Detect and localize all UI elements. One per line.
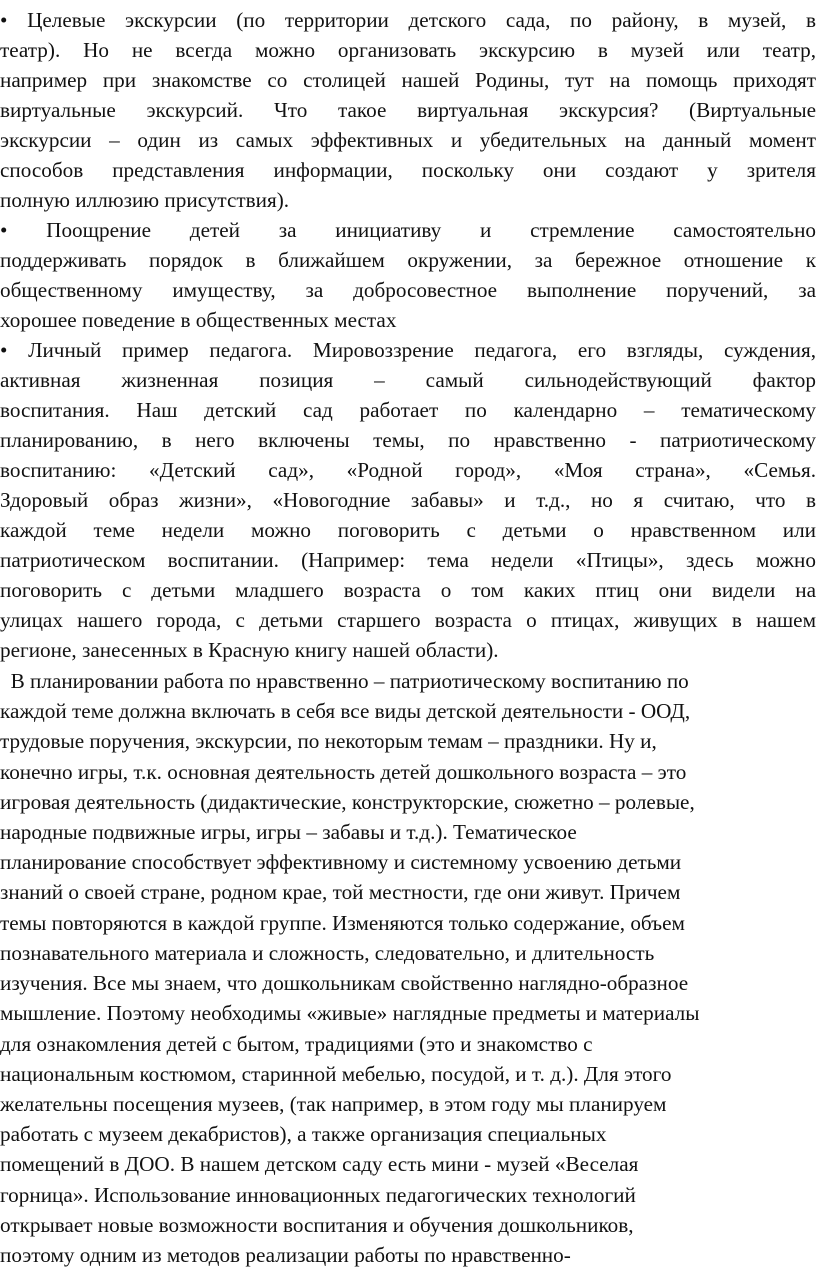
text-line: мышление. Поэтому необходимы «живые» наглядные предметы и материалы: [0, 1001, 700, 1025]
text-line: • Поощрение детей за инициативу и стремление самостоятельно: [0, 218, 816, 242]
text-line: познавательного материала и сложность, следовательно, и длительность: [0, 941, 655, 965]
text-line: способов представления информации, поскольку они создают у зрителя: [0, 158, 816, 182]
text-line: хорошее поведение в общественных местах: [0, 308, 397, 332]
text-line: воспитанию: «Детский сад», «Родной город», «Моя страна», «Семья.: [0, 458, 816, 482]
text-line: трудовые поручения, экскурсии, по некоторым темам – праздники. Ну и,: [0, 729, 657, 753]
text-line: желательны посещения музеев, (так например, в этом году мы планируем: [0, 1092, 667, 1116]
text-line: работать с музеем декабристов), а также организация специальных: [0, 1122, 607, 1146]
text-line: виртуальные экскурсий. Что такое виртуальная экскурсия? (Виртуальные: [0, 98, 816, 122]
text-line: национальным костюмом, старинной мебелью, посудой, и т. д.). Для этого: [0, 1062, 672, 1086]
text-line: знаний о своей стране, родном крае, той местности, где они живут. Причем: [0, 880, 681, 904]
text-line: каждой теме недели можно поговорить с детьми о нравственном или: [0, 518, 816, 542]
text-line: изучения. Все мы знаем, что дошкольникам свойственно наглядно-образное: [0, 971, 689, 995]
text-line: Здоровый образ жизни», «Новогодние забавы» и т.д., но я считаю, что в: [0, 488, 816, 512]
text-line: планированию, в него включены темы, по нравственно - патриотическому: [0, 428, 816, 452]
text-line: народные подвижные игры, игры – забавы и т.д.). Тематическое: [0, 820, 577, 844]
text-line: темы повторяются в каждой группе. Изменяются только содержание, объем: [0, 911, 685, 935]
text-line: полную иллюзию присутствия).: [0, 188, 290, 212]
text-line: игровая деятельность (дидактические, конструкторские, сюжетно – ролевые,: [0, 790, 695, 814]
text-line: • Личный пример педагога. Мировоззрение педагога, его взгляды, суждения,: [0, 338, 816, 362]
text-line: помещений в ДОО. В нашем детском саду есть мини - музей «Веселая: [0, 1152, 639, 1176]
text-line: регионе, занесенных в Красную книгу нашей области).: [0, 638, 499, 662]
text-line: воспитания. Наш детский сад работает по календарно – тематическому: [0, 398, 816, 422]
text-line: конечно игры, т.к. основная деятельность детей дошкольного возраста – это: [0, 760, 687, 784]
text-line: поговорить с детьми младшего возраста о том каких птиц они видели на: [0, 578, 816, 602]
text-line: например при знакомстве со столицей нашей Родины, тут на помощь приходят: [0, 68, 816, 92]
text-line: планирование способствует эффективному и системному усвоению детьми: [0, 850, 682, 874]
text-line: горница». Использование инновационных педагогических технологий: [0, 1183, 636, 1207]
text-line: экскурсии – один из самых эффективных и убедительных на данный момент: [0, 128, 816, 152]
text-line: общественному имуществу, за добросовестное выполнение поручений, за: [0, 278, 816, 302]
text-line: поддерживать порядок в ближайшем окружении, за бережное отношение к: [0, 248, 816, 272]
text-line: патриотическом воспитании. (Например: тема недели «Птицы», здесь можно: [0, 548, 816, 572]
text-line: для ознакомления детей с бытом, традициями (это и знакомство с: [0, 1032, 593, 1056]
text-line: улицах нашего города, с детьми старшего возраста о птицах, живущих в нашем: [0, 608, 816, 632]
text-line: В планировании работа по нравственно – патриотическому воспитанию по: [0, 669, 689, 693]
text-line: открывает новые возможности воспитания и обучения дошкольников,: [0, 1213, 634, 1237]
text-line: театр). Но не всегда можно организовать экскурсию в музей или театр,: [0, 38, 816, 62]
text-line: поэтому одним из методов реализации работы по нравственно-: [0, 1243, 571, 1267]
text-line: • Целевые экскурсии (по территории детского сада, по району, в музей, в: [0, 8, 816, 32]
text-line: каждой теме должна включать в себя все виды детской деятельности - ООД,: [0, 699, 691, 723]
text-line: активная жизненная позиция – самый сильнодействующий фактор: [0, 368, 816, 392]
